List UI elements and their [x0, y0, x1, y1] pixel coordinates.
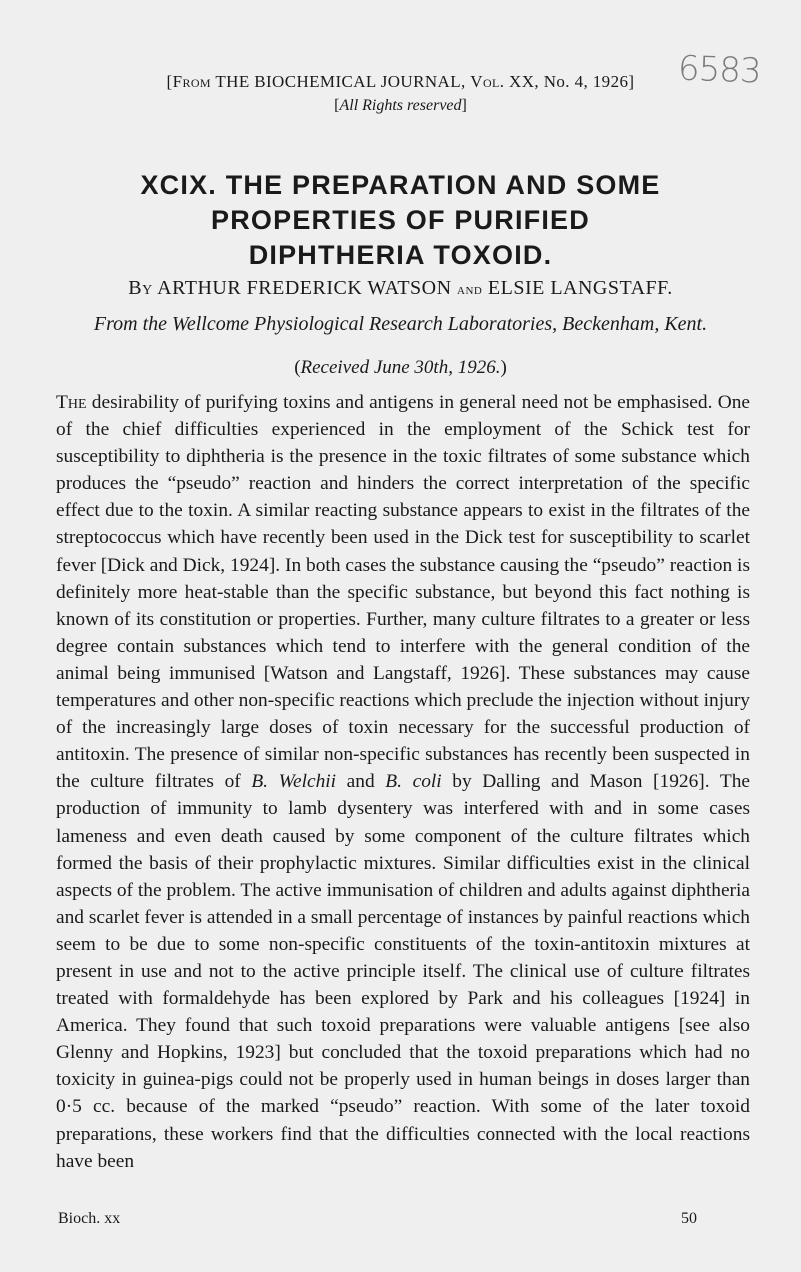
- title-line-3: DIPHTHERIA TOXOID.: [248, 240, 553, 270]
- body-text-part-3: by Dalling and Mason [1926]. The production of immunity to lamb dysentery was interfered with and in some cases lameness and even death caused by some component of the culture filtrates which formed the basis of their prophylactic mixtures. Similar difficulties exist in the clinical aspects of the problem. The active immunisation of children and adults against diphtheria and scarlet fever is attended in a small percentage of instances by painful reactions which seem to be due to some non-specific constituents of the toxin-antitoxin mixtures at present in use and not to the active principle itself. The clinical use of culture filtrates treated with formaldehyde has been explored by Park and his colleagues [1924] in America. They found that such toxoid preparations were valuable antigens [see also Glenny and Hopkins, 1923] but concluded that the toxoid preparations which had no toxicity in guinea-pigs could not be properly used in human beings in doses larger than 0·5 cc. because of the marked “pseudo” reaction. With some of the later toxoid preparations, these workers find that the difficulties connected with the local reactions have been: [56, 771, 751, 1172]
- organism-name-1: B. Welchii: [251, 771, 337, 793]
- handwritten-annotation: 6583: [677, 48, 762, 92]
- source-line: [From THE BIOCHEMICAL JOURNAL, Vol. XX, No. 4, 1926]: [166, 72, 635, 91]
- author-1: ARTHUR FREDERICK WATSON: [157, 277, 452, 299]
- and-label: and: [457, 282, 483, 298]
- source-journal: THE BIOCHEMICAL JOURNAL,: [211, 72, 471, 91]
- page-number: 50: [681, 1210, 697, 1227]
- title-line-1: XCIX. THE PREPARATION AND SOME: [140, 170, 661, 200]
- source-volume: XX, No. 4, 1926: [504, 72, 629, 91]
- source-prefix: From: [172, 72, 212, 91]
- first-word: The: [56, 392, 87, 413]
- body-text-part-1: desirability of purifying toxins and antigens in general need not be emphasised. One of the chief difficulties experienced in the employment of the Schick test for susceptibility to diphtheria is the presence in the toxic filtrates of some substance which produces the “pseudo” reaction and hinders the correct interpretation of the specific effect due to the toxin. A similar reacting substance appears to exist in the filtrates of the streptococcus which have recently been used in the Dick test for susceptibility to scarlet fever [Dick and Dick, 1924]. In both cases the substance causing the “pseudo” reaction is definitely more heat-stable than the specific substance, but beyond this fact nothing is known of its constitution or properties. Further, many culture filtrates to a greater or less degree contain substances which tend to interfere with the general condition of the animal being immunised [Watson and Langstaff, 1926]. These substances may cause temperatures and other non-specific reactions which preclude the injection without injury of the increasingly large doses of toxin necessary for the successful production of antitoxin. The presence of similar non-specific substances has recently been suspected in the culture filtrates of: [56, 392, 750, 793]
- source-volume-word: Vol.: [470, 72, 505, 91]
- author-2: ELSIE LANGSTAFF.: [487, 277, 673, 299]
- body-paragraph: [56, 389, 750, 1175]
- title-line-2: PROPERTIES OF PURIFIED: [211, 205, 590, 235]
- received-date: (Received June 30th, 1926.): [294, 357, 507, 378]
- received-text: Received June 30th, 1926.: [300, 357, 501, 378]
- rights-text: All Rights reserved: [339, 97, 462, 114]
- organism-name-2: B. coli: [385, 771, 442, 793]
- body-text-part-2: and: [336, 771, 386, 793]
- article-title: [0, 168, 801, 273]
- by-label: By: [128, 277, 153, 299]
- author-line: [0, 277, 801, 300]
- affiliation: From the Wellcome Physiological Research Laboratories, Beckenham, Kent.: [93, 313, 708, 335]
- footer-journal: Bioch. xx: [58, 1210, 121, 1227]
- rights-notice: [All Rights reserved]: [334, 97, 467, 114]
